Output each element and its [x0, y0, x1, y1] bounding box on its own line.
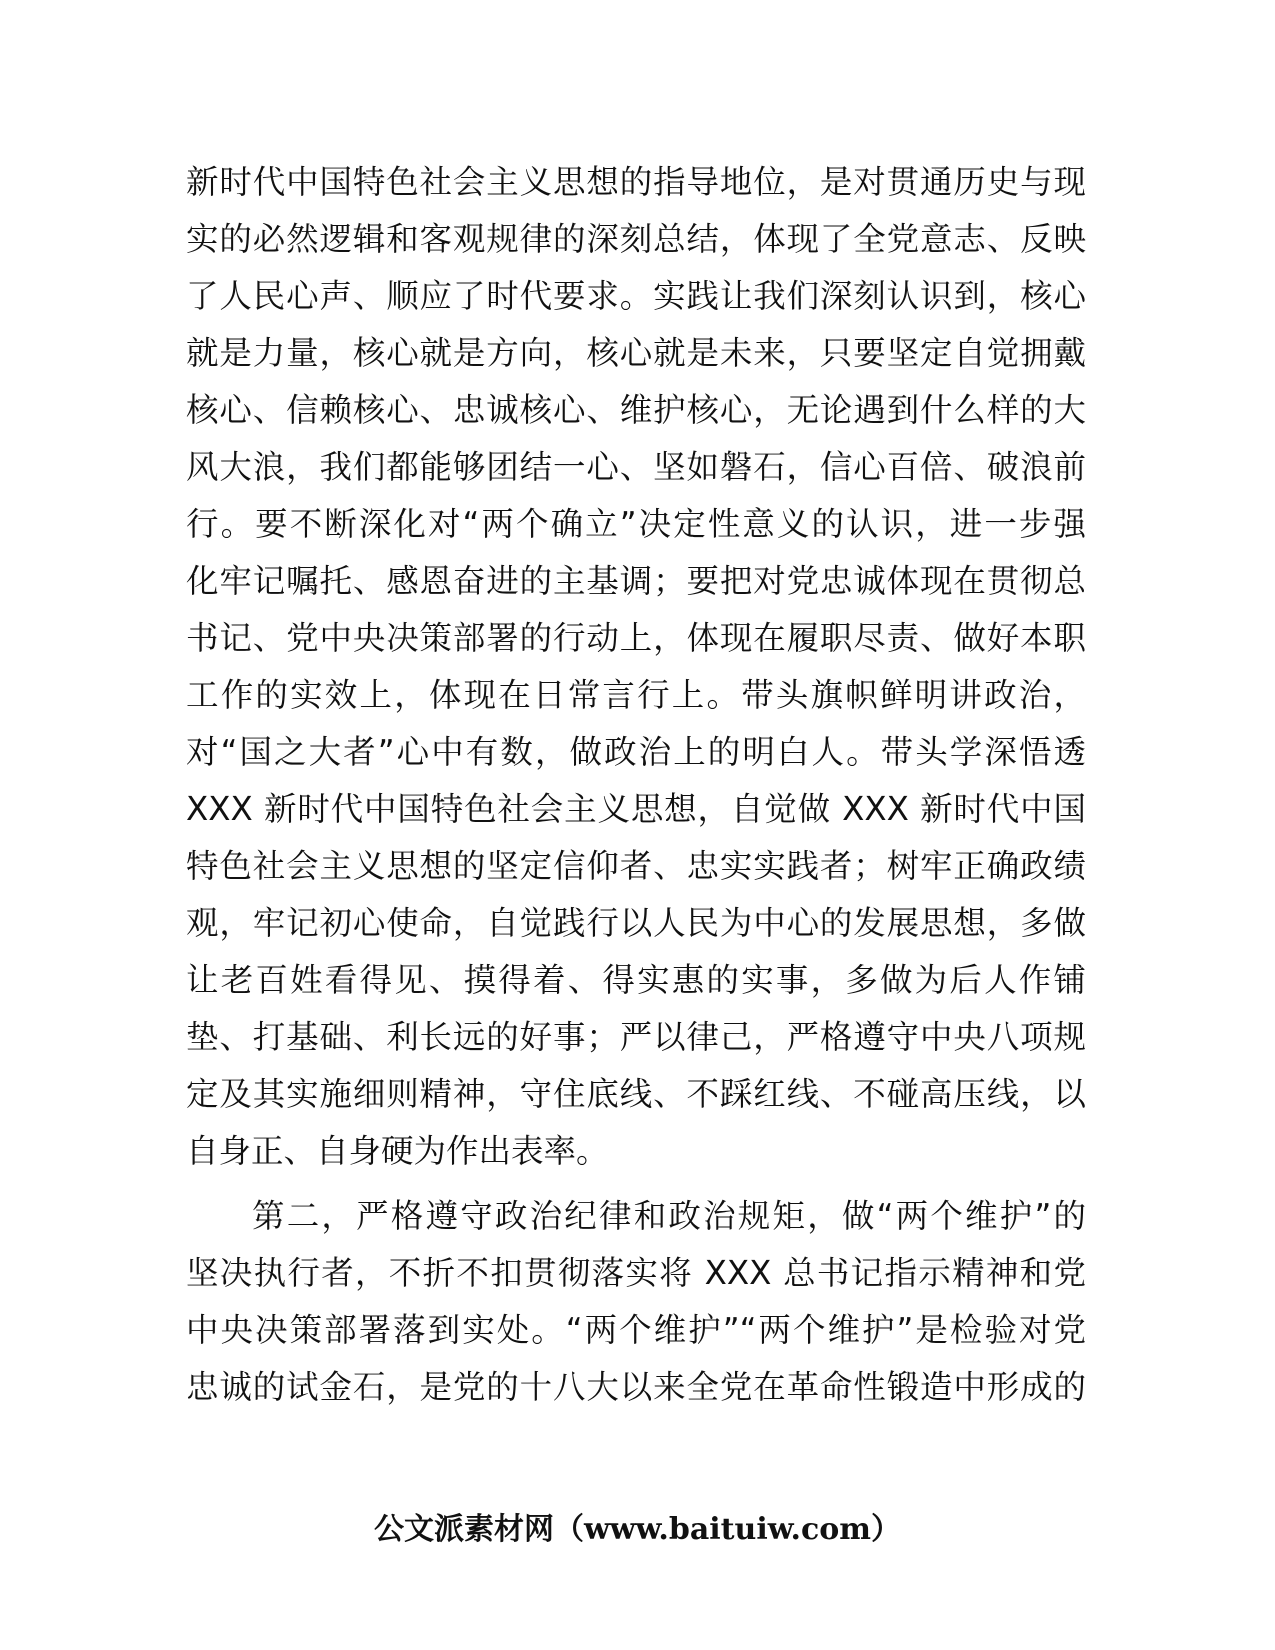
- text-line: 对“国之大者”心中有数，做政治上的明白人。带头学深悟透: [186, 733, 1086, 771]
- text-line: 新时代中国特色社会主义思想的指导地位，是对贯通历史与现: [186, 163, 1086, 201]
- text-line: 垫、打基础、利长远的好事；严以律己，严格遵守中央八项规: [186, 1018, 1086, 1056]
- text-line: 实的必然逻辑和客观规律的深刻总结，体现了全党意志、反映: [186, 220, 1086, 258]
- document-body: [186, 154, 1086, 1416]
- paragraph-1: [186, 154, 1086, 1180]
- text-line: 中央决策部署落到实处。“两个维护”“两个维护”是检验对党: [186, 1311, 1086, 1349]
- text-line: 自身正、自身硬为作出表率。: [186, 1132, 609, 1170]
- text-line: 定及其实施细则精神，守住底线、不踩红线、不碰高压线，以: [186, 1075, 1086, 1113]
- text-line: 行。要不断深化对“两个确立”决定性意义的认识，进一步强: [186, 505, 1086, 543]
- text-line: 坚决执行者，不折不扣贯彻落实将 XXX 总书记指示精神和党: [186, 1254, 1086, 1292]
- text-line: 化牢记嘱托、感恩奋进的主基调；要把对党忠诚体现在贯彻总: [186, 562, 1086, 600]
- text-line: XXX 新时代中国特色社会主义思想，自觉做 XXX 新时代中国: [186, 790, 1086, 828]
- text-line: 忠诚的试金石，是党的十八大以来全党在革命性锻造中形成的: [186, 1368, 1086, 1406]
- paragraph-2: [186, 1188, 1086, 1416]
- text-line: 工作的实效上，体现在日常言行上。带头旗帜鲜明讲政治，: [186, 676, 1086, 714]
- text-line: 特色社会主义思想的坚定信仰者、忠实实践者；树牢正确政绩: [186, 847, 1086, 885]
- text-line: 观，牢记初心使命，自觉践行以人民为中心的发展思想，多做: [186, 904, 1086, 942]
- text-line: 核心、信赖核心、忠诚核心、维护核心，无论遇到什么样的大: [186, 391, 1086, 429]
- text-line: 书记、党中央决策部署的行动上，体现在履职尽责、做好本职: [186, 619, 1086, 657]
- page-footer: 公文派素材网（www.baituiw.com）: [373, 1512, 902, 1547]
- paragraph-spacer: [186, 1180, 1086, 1188]
- text-line: 让老百姓看得见、摸得着、得实惠的实事，多做为后人作铺: [186, 961, 1086, 999]
- text-line: 风大浪，我们都能够团结一心、坚如磐石，信心百倍、破浪前: [186, 448, 1086, 486]
- text-line: 第二，严格遵守政治纪律和政治规矩，做“两个维护”的: [252, 1197, 1086, 1235]
- text-line: 就是力量，核心就是方向，核心就是未来，只要坚定自觉拥戴: [186, 334, 1086, 372]
- text-line: 了人民心声、顺应了时代要求。实践让我们深刻认识到，核心: [186, 277, 1086, 315]
